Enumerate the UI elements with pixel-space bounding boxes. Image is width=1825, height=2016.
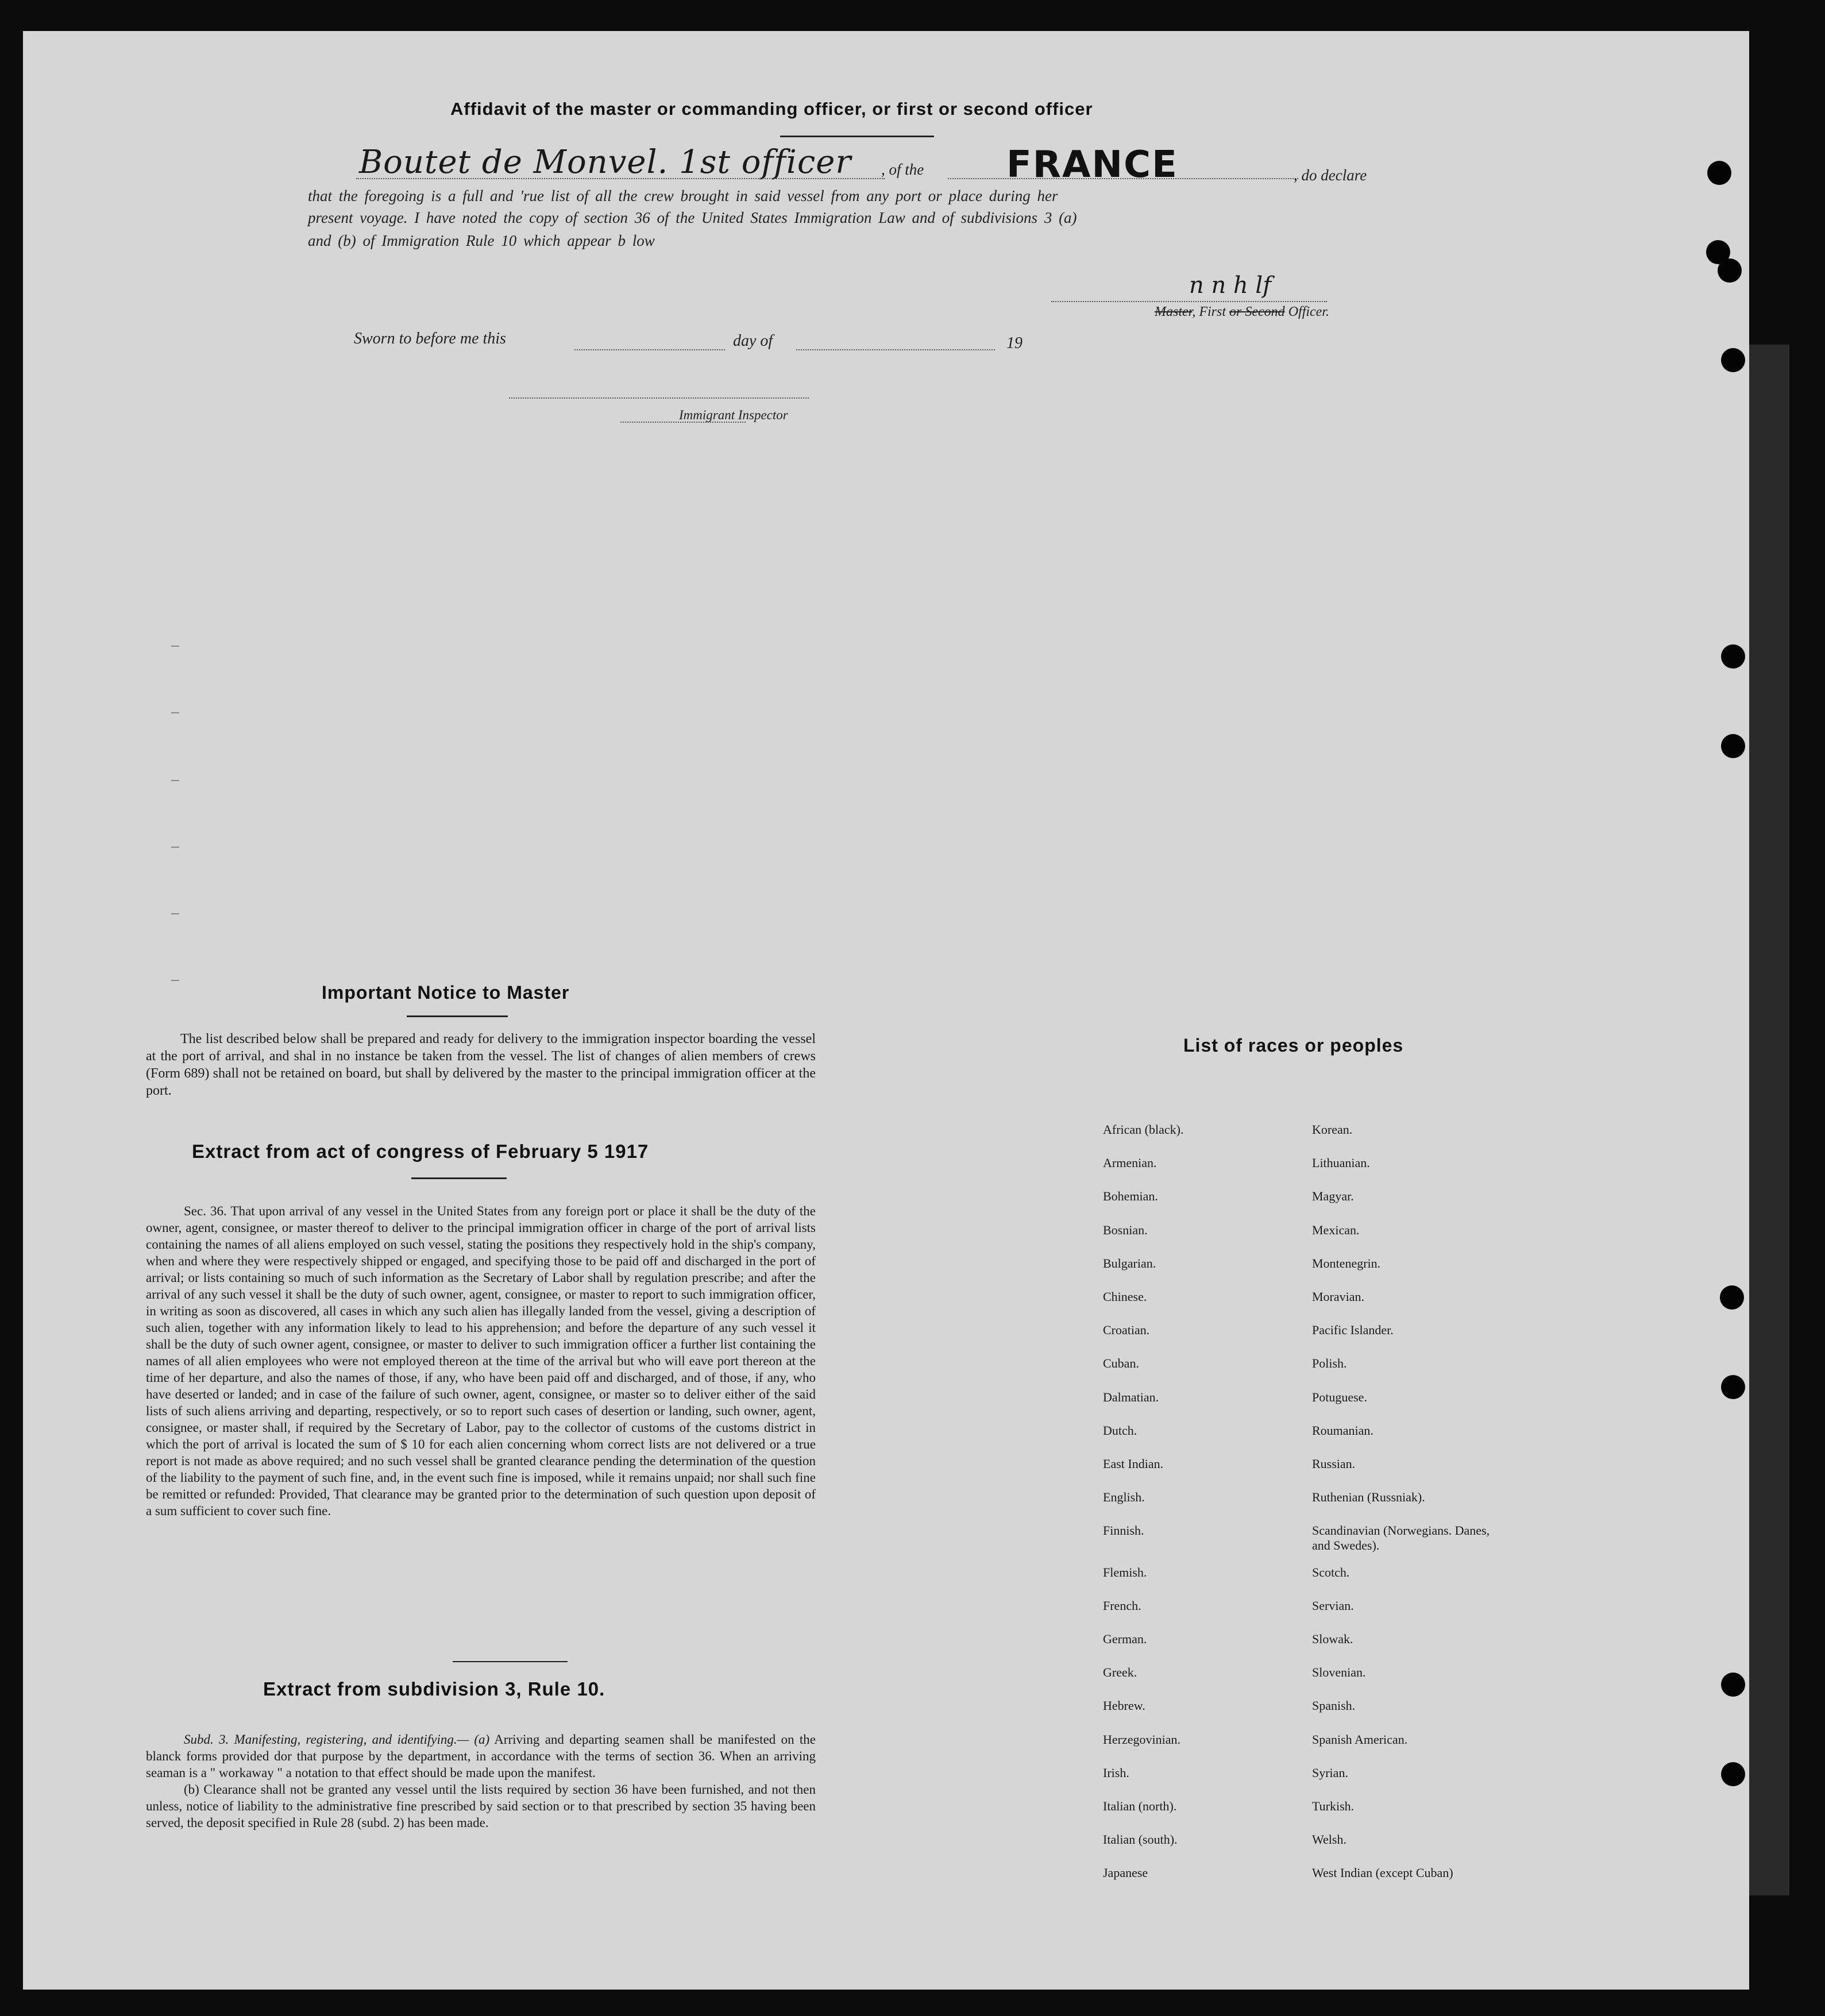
race-item: Irish. [1103, 1765, 1129, 1780]
sec36-text: Sec. 36. That upon arrival of any vessel in the United States from any foreign port or place it shall be the duty of the owner, agent, consignee, or master thereof to deliver to the principal immigration officer in charge of the port of arrival lists containing the names of all aliens employed on such vessel, stating the positions they respectively hold in the ship's company, when and where they were respectively shipped or engaged, and specifying those to be paid off and discharged in the port of arrival; or lists containing so much of such information as the Secretary of Labor shall by regulation prescribe; and after the arrival of any such vessel it shall be the duty of such owner, agent, consignee, or master to report to such immigration officer, in writing as soon as discovered, all cases in which any such alien has illegally landed from the vessel, giving a description of such alien, together with any information likely to lead to his apprehension; and before the departure of any such vessel it shall be the duty of such owner agent, consignee, or master to deliver to such immigration officer a further list containing the names of all alien employees who were not employed thereon at the time of the arrival but who will eave port thereon at the time of her departure, and also the names of those, if any, who have been paid off and discharged, and of those, if any, who have deserted or landed; and in case of the failure of such owner, agent, consignee, or master so to deliver either of the said lists of such aliens arriving and departing, respectively, or so to report such cases of desertion or landing, such owner, agent, consignee, or master shall, if required by the Secretary of Labor, pay to the collector of customs of the customs district in which the port of arrival is located the sum of $ 10 for each alien concerning whom correct lists are not delivered or a true report is not made as above required; and no such vessel shall be granted clearance pending the determination of the question of the liability to the payment of such fine, and, in the event such fine is imposed, while it remains unpaid; nor shall such fine be remitted or refunded: Provided, That clearance may be granted prior to the determination of such question upon deposit of a sum sufficient to cover such fine. [146, 1204, 816, 1518]
race-item: Slovenian. [1312, 1665, 1366, 1680]
affidavit-title: Affidavit of the master or commanding officer, or first or second officer [450, 99, 1093, 119]
vessel-line [948, 178, 1298, 179]
punch-hole [1721, 348, 1745, 372]
race-item: Chinese. [1103, 1289, 1147, 1304]
race-item: Spanish. [1312, 1698, 1356, 1713]
notice-text: The list described below shall be prepared and ready for delivery to the immigration inspector boarding the vessel at the port of arrival, and shal in no instance be taken from the vessel. The list of changes of alien members of crews (Form 689) shall not be retained on board, but shall by delivered by the master to the principal immigration officer at the port. [146, 1032, 816, 1098]
race-item: Finnish. [1103, 1523, 1144, 1538]
officer-signature: n n h lf [1189, 272, 1272, 299]
race-item: East Indian. [1103, 1457, 1164, 1471]
race-item: Scotch. [1312, 1565, 1350, 1579]
race-item: Spanish American. [1312, 1732, 1408, 1747]
race-item: Turkish. [1312, 1799, 1355, 1813]
year-text: 19 [1006, 334, 1023, 352]
race-item: Mexican. [1312, 1222, 1360, 1237]
race-item: Dalmatian. [1103, 1389, 1159, 1404]
signature-line [1051, 301, 1327, 302]
race-item: Welsh. [1312, 1832, 1346, 1847]
race-item: Magyar. [1312, 1189, 1354, 1204]
role-master: Master [1155, 304, 1193, 319]
day-of-text: day of [733, 332, 773, 350]
race-item: Polish. [1312, 1356, 1347, 1371]
race-item: Montenegrin. [1312, 1256, 1381, 1270]
punch-hole [1721, 1375, 1745, 1399]
race-item: German. [1103, 1632, 1147, 1646]
punch-hole [1718, 258, 1742, 283]
race-item: Potuguese. [1312, 1389, 1367, 1404]
race-item: Roumanian. [1312, 1423, 1373, 1438]
race-item: Flemish. [1103, 1565, 1147, 1579]
inspector-line-1 [509, 397, 809, 399]
margin-tick [171, 847, 179, 848]
officer-name-line [356, 178, 885, 179]
punch-hole [1721, 1673, 1745, 1697]
race-item: Bulgarian. [1103, 1256, 1156, 1270]
race-item: Bosnian. [1103, 1222, 1148, 1237]
subd3-paragraph-b: (b) Clearance shall not be granted any vessel until the lists required by section 36 have been furnished, and not then unless, notice of liability to the administrative fine prescribed by said section or to that prescribed by section 35 having been served, the deposit specified in Rule 28 (subd. 2) has been made. [146, 1782, 816, 1830]
margin-tick [171, 646, 179, 647]
race-item: Italian (south). [1103, 1832, 1178, 1847]
margin-tick [171, 780, 179, 781]
race-item: Russian. [1312, 1457, 1356, 1471]
race-item: Ruthenian (Russniak). [1312, 1490, 1425, 1505]
margin-tick [171, 980, 179, 981]
affidavit-line-1: that the foregoing is a full and 'rue list of all the crew brought in said vessel from any port or place during her [308, 187, 1058, 204]
of-the-text: , of the [881, 161, 924, 178]
do-declare-text: , do declare [1294, 167, 1367, 184]
extract-rule-title: Extract from subdivision 3, Rule 10. [263, 1678, 605, 1700]
race-item: Croatian. [1103, 1323, 1150, 1338]
race-item: Lithuanian. [1312, 1156, 1370, 1171]
race-item: English. [1103, 1490, 1145, 1505]
punch-hole [1721, 1762, 1745, 1786]
role-second: or Second [1229, 304, 1285, 319]
race-item: Syrian. [1312, 1765, 1348, 1780]
punch-hole [1721, 644, 1745, 669]
officer-role [1155, 304, 1329, 320]
race-item: Servian. [1312, 1598, 1354, 1613]
race-item: Slowak. [1312, 1632, 1353, 1646]
race-item: Greek. [1103, 1665, 1137, 1680]
sworn-day-line [574, 349, 725, 350]
margin-tick [171, 712, 179, 713]
subd3-lead: Subd. 3. Manifesting, registering, and identifying.— (a) [184, 1732, 490, 1747]
subd3-text [146, 1731, 816, 1831]
race-item: Pacific Islander. [1312, 1323, 1394, 1338]
sworn-month-line [796, 349, 995, 350]
notice-underline [407, 1015, 508, 1017]
races-title: List of races or peoples [1183, 1035, 1404, 1056]
punch-hole [1721, 734, 1745, 758]
extract-act-title: Extract from act of congress of February 5 1917 [192, 1141, 649, 1162]
race-item: Scandinavian (Norwegians. Danes, and Swedes). [1312, 1523, 1490, 1553]
race-item: Japanese [1103, 1866, 1148, 1880]
race-item: African (black). [1103, 1122, 1184, 1137]
race-item: Italian (north). [1103, 1799, 1177, 1813]
extract-act-underline [411, 1177, 507, 1179]
subd3-a-text: Arriving and departing seamen shall be manifested on the blanck forms provided dor that purpose by the department, in accordance with the terms of section 36. When an arriving seaman is a " workaway " a notation to that effect should be made upon the manifest. [146, 1732, 816, 1780]
sworn-text: Sworn to before me this [354, 330, 506, 347]
inspector-label: Immigrant Inspector [679, 408, 788, 422]
race-item: Korean. [1312, 1122, 1353, 1137]
race-item: Armenian. [1103, 1156, 1157, 1171]
title-underline [780, 136, 934, 137]
role-officer: Officer. [1288, 304, 1330, 319]
race-item: Bohemian. [1103, 1189, 1158, 1204]
document-page [23, 31, 1749, 1990]
punch-hole [1720, 1285, 1744, 1310]
role-first: , First [1192, 304, 1226, 319]
punch-hole [1707, 161, 1731, 185]
binding-edge [1749, 345, 1789, 1895]
race-item: Cuban. [1103, 1356, 1139, 1371]
race-item: West Indian (except Cuban) [1312, 1866, 1453, 1880]
vessel-name: FRANCE [1006, 144, 1178, 186]
race-item: Moravian. [1312, 1289, 1365, 1304]
race-item: Dutch. [1103, 1423, 1137, 1438]
section-divider [453, 1661, 568, 1662]
race-item: French. [1103, 1598, 1141, 1613]
race-item: Herzegovinian. [1103, 1732, 1180, 1747]
notice-title: Important Notice to Master [322, 982, 570, 1003]
margin-tick [171, 913, 179, 914]
affidavit-line-2: present voyage. I have noted the copy of section 36 of the United States Immigration Law and of subdivisions 3 (a) [308, 209, 1077, 226]
subd3-paragraph-a [146, 1731, 816, 1781]
affidavit-line-3: and (b) of Immigration Rule 10 which appear b low [308, 232, 655, 249]
officer-name-handwritten: Boutet de Monvel. 1st officer [359, 144, 852, 181]
race-item: Hebrew. [1103, 1698, 1145, 1713]
